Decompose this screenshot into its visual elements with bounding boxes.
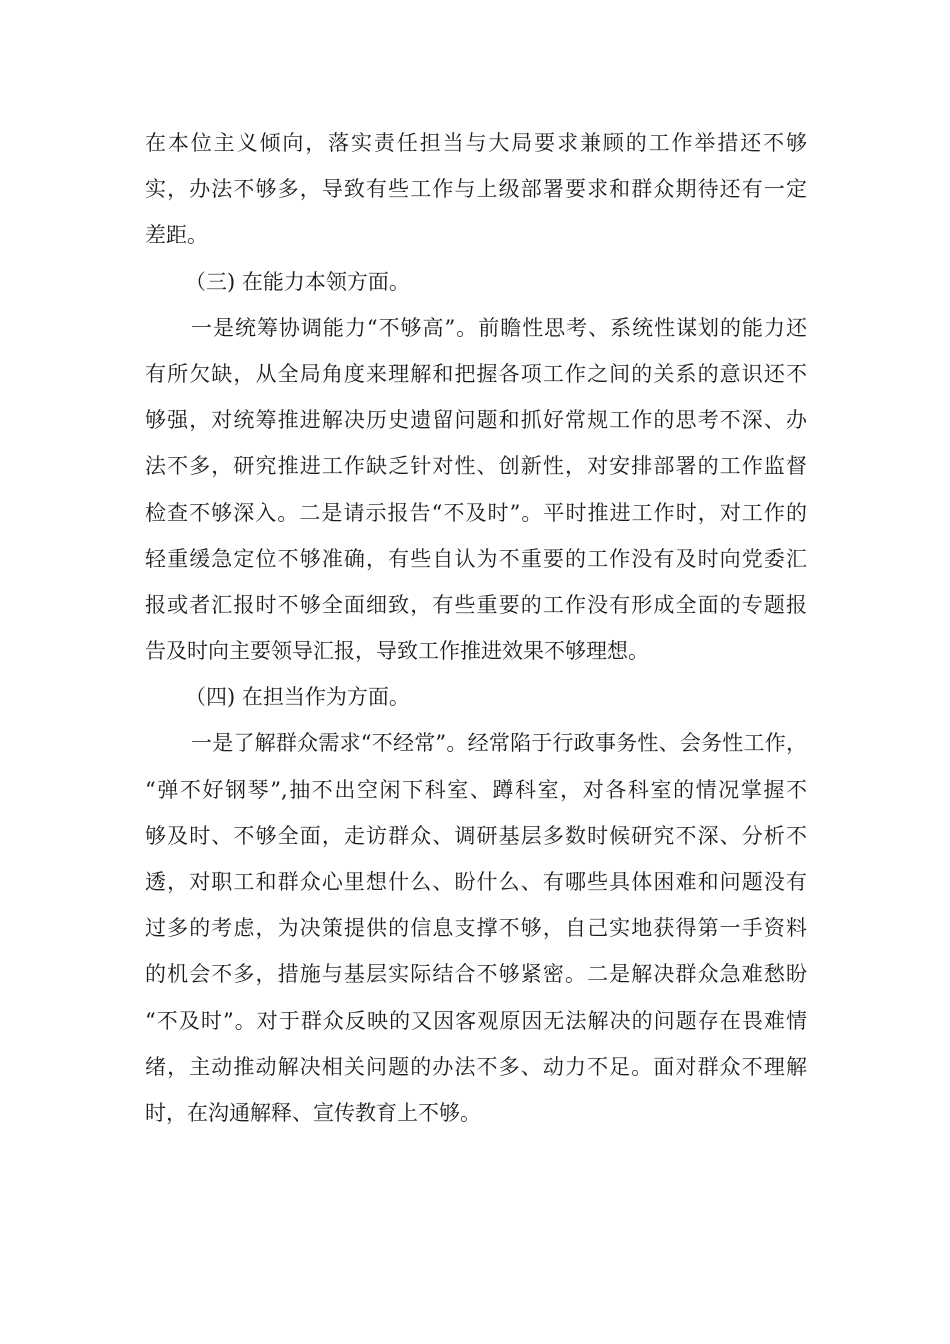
text-line: 报或者汇报时不够全面细致，有些重要的工作没有形成全面的专题报 xyxy=(145,592,807,617)
text-line: 一是统筹协调能力“不够高”。前瞻性思考、系统性谋划的能力还 xyxy=(191,315,807,340)
text-line: 检查不够深入。二是请示报告“不及时”。平时推进工作时，对工作的 xyxy=(145,500,807,525)
text-line: 时，在沟通解释、宣传教育上不够。 xyxy=(145,1100,481,1125)
text-line: 法不多，研究推进工作缺乏针对性、创新性，对安排部署的工作监督 xyxy=(145,454,807,479)
text-line: 够强，对统筹推进解决历史遗留问题和抓好常规工作的思考不深、办 xyxy=(145,408,807,433)
text-line: 够及时、不够全面，走访群众、调研基层多数时候研究不深、分析不 xyxy=(145,823,807,848)
text-line: 过多的考虑，为决策提供的信息支撑不够，自己实地获得第一手资料 xyxy=(145,916,807,941)
text-line: 的机会不多，措施与基层实际结合不够紧密。二是解决群众急难愁盼 xyxy=(145,962,807,987)
document-body xyxy=(145,120,807,1136)
text-line: 轻重缓急定位不够准确，有些自认为不重要的工作没有及时向党委汇 xyxy=(145,546,807,571)
text-line: 在本位主义倾向，落实责任担当与大局要求兼顾的工作举措还不够 xyxy=(145,131,807,155)
text-line: “弹不好钢琴”,抽不出空闲下科室、蹲科室，对各科室的情况掌握不 xyxy=(145,777,807,802)
section-heading: （三) 在能力本领方面。 xyxy=(185,269,410,294)
text-line: “不及时”。对于群众反映的又因客观原因无法解决的问题存在畏难情 xyxy=(145,1008,807,1033)
text-line: 透，对职工和群众心里想什么、盼什么、有哪些具体困难和问题没有 xyxy=(145,870,807,894)
text-line: 一是了解群众需求“不经常”。经常陷于行政事务性、会务性工作， xyxy=(191,731,807,756)
text-line: 差距。 xyxy=(145,223,208,248)
text-line: 告及时向主要领导汇报，导致工作推进效果不够理想。 xyxy=(145,639,649,664)
text-line: 有所欠缺，从全局角度来理解和把握各项工作之间的关系的意识还不 xyxy=(145,361,807,386)
text-line: 绪，主动推动解决相关问题的办法不多、动力不足。面对群众不理解 xyxy=(145,1054,807,1079)
text-line: 实，办法不够多，导致有些工作与上级部署要求和群众期待还有一定 xyxy=(145,177,807,202)
section-heading: （四) 在担当作为方面。 xyxy=(185,685,410,710)
